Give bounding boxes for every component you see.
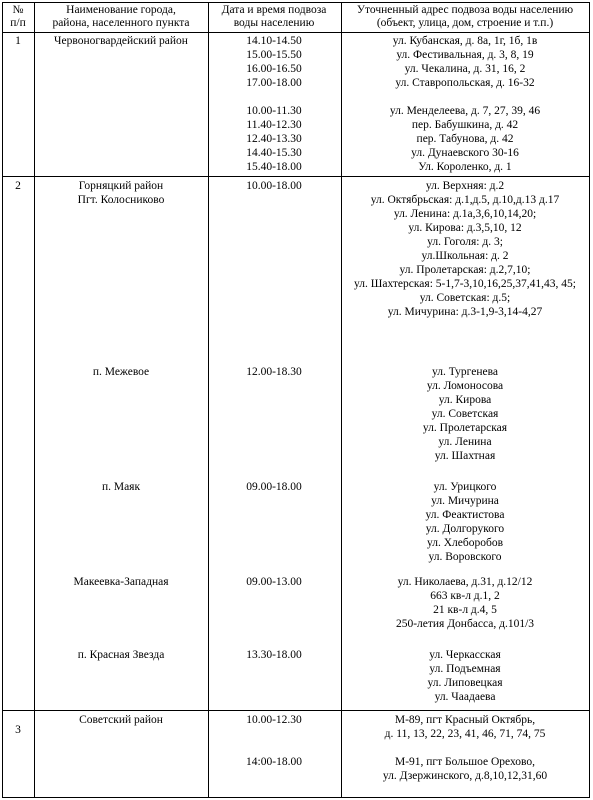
- delivery-address: ул. Менделеева, д. 7, 27, 39, 46: [389, 105, 541, 117]
- locality-name: Червоногвардейский район: [54, 35, 188, 47]
- delivery-time: 12.40-13.30: [246, 133, 302, 145]
- delivery-address: ул. Ленина: [438, 436, 492, 448]
- col-border: [341, 2, 342, 797]
- locality-name: Горняцкий район: [78, 180, 164, 192]
- locality-name: Советский район: [79, 714, 163, 726]
- delivery-time: 14.10-14.50: [246, 35, 302, 47]
- header-num-2: п/п: [10, 17, 26, 29]
- header-time-2: воды населению: [233, 17, 315, 29]
- delivery-address: ул. Мичурина: [431, 495, 499, 507]
- delivery-address: ул. Черкасская: [429, 649, 501, 661]
- delivery-address: ул. Фестивальная, д. 3, 8, 19: [396, 49, 534, 61]
- delivery-time: 09.00-18.00: [246, 481, 302, 493]
- delivery-address: ул. Феактистова: [425, 509, 505, 521]
- delivery-time: 10.00-12.30: [246, 714, 302, 726]
- delivery-address: ул. Дунаевского 30-16: [411, 147, 519, 159]
- delivery-address: ул. Ломоносова: [426, 380, 504, 392]
- delivery-address: ул. Липовецкая: [427, 677, 503, 689]
- delivery-address: ул. Шахтерская: 5-1,7-3,10,16,25,37,41,43, 45;: [354, 278, 576, 290]
- delivery-address: ул. Долгорукого: [425, 523, 505, 535]
- delivery-address: ул. Ставропольская, д. 16-32: [395, 77, 535, 89]
- locality-name: п. Маяк: [101, 481, 141, 493]
- delivery-address: ул. Октябрьская: д.1,д.5, д.10,д.13 д.17: [370, 194, 560, 206]
- header-addr-1: Уточненный адрес подвоза воды населению: [356, 4, 574, 16]
- delivery-address: Ул. Короленко, д. 1: [418, 161, 512, 173]
- delivery-address: ул. Хлеборобов: [426, 537, 504, 549]
- delivery-address: ул. Чаадаева: [434, 691, 496, 703]
- delivery-address: ул.Школьная: д. 2: [421, 250, 509, 262]
- delivery-address: ул. Пролетарская: д.2,7,10;: [399, 264, 531, 276]
- delivery-address: ул. Дзержинского, д.8,10,12,31,60: [382, 770, 548, 782]
- delivery-address: ул. Кубанская, д. 8а, 1г, 1б, 1в: [392, 35, 538, 47]
- delivery-address: пер. Бабушкина, д. 42: [411, 119, 519, 131]
- delivery-address: ул. Советская: д.5;: [419, 292, 511, 304]
- delivery-time: 14.40-15.30: [246, 147, 302, 159]
- delivery-address: ул. Советская: [431, 408, 499, 420]
- delivery-address: ул. Кирова: д.3,5,10, 12: [408, 222, 522, 234]
- delivery-address: ул. Николаева, д.31, д.12/12: [397, 576, 533, 588]
- header-name-2: района, населенного пункта: [52, 17, 190, 29]
- header-addr-2: (объект, улица, дом, строение и т.п.): [376, 17, 554, 29]
- locality-name: Пгт. Колосниково: [77, 194, 165, 206]
- delivery-address: ул. Урицкого: [433, 481, 497, 493]
- delivery-address: ул. Ленина: д.1а,3,6,10,14,20;: [393, 208, 537, 220]
- delivery-time: 17.00-18.00: [246, 77, 302, 89]
- row-border: [2, 32, 589, 33]
- delivery-time: 12.00-18.30: [246, 366, 302, 378]
- row-number: 2: [15, 180, 21, 192]
- delivery-address: ул. Шахтная: [434, 450, 496, 462]
- header-name-1: Наименование города,: [66, 4, 176, 16]
- delivery-address: М-89, пгт Красный Октябрь,: [394, 714, 536, 726]
- delivery-address: пер. Табунова, д. 42: [416, 133, 514, 145]
- delivery-address: ул. Воровского: [428, 551, 502, 563]
- delivery-time: 09.00-13.00: [246, 576, 302, 588]
- delivery-address: ул. Мичурина: д.3-1,9-3,14-4,27: [387, 306, 543, 318]
- delivery-address: ул. Кирова: [438, 394, 492, 406]
- row-number: 1: [15, 35, 21, 47]
- water-delivery-table: [2, 2, 590, 798]
- row-border: [2, 176, 589, 177]
- locality-name: п. Межевое: [92, 366, 150, 378]
- locality-name: Макеевка-Западная: [73, 576, 169, 588]
- delivery-time: 16.00-16.50: [246, 63, 302, 75]
- delivery-address: М-91, пгт Большое Орехово,: [394, 756, 536, 768]
- delivery-address: ул. Верхняя: д.2: [425, 180, 505, 192]
- delivery-address: 250-летия Донбасса, д.101/3: [395, 618, 535, 630]
- col-border: [2, 2, 3, 797]
- delivery-time: 15.40-18.00: [246, 161, 302, 173]
- col-border: [208, 2, 209, 797]
- locality-name: п. Красная Звезда: [77, 649, 165, 661]
- delivery-time: 14:00-18.00: [246, 756, 302, 768]
- delivery-address: ул. Пролетарская: [422, 422, 508, 434]
- delivery-time: 10.00-11.30: [246, 105, 302, 117]
- delivery-time: 13.30-18.00: [246, 649, 302, 661]
- delivery-address: д. 11, 13, 22, 23, 41, 46, 71, 74, 75: [384, 728, 546, 740]
- row-border: [2, 710, 589, 711]
- delivery-time: 11.40-12.30: [246, 119, 302, 131]
- row-border: [2, 2, 589, 3]
- header-num-1: №: [12, 4, 24, 16]
- row-number: 3: [15, 724, 21, 736]
- delivery-time: 10.00-18.00: [246, 180, 302, 192]
- delivery-address: ул. Чекалина, д. 31, 16, 2: [404, 63, 526, 75]
- delivery-time: 15.00-15.50: [246, 49, 302, 61]
- col-border: [34, 2, 35, 797]
- delivery-address: 21 кв-л д.4, 5: [433, 604, 497, 616]
- header-time-1: Дата и время подвоза: [221, 4, 327, 16]
- delivery-address: ул. Гоголя: д. 3;: [427, 236, 503, 248]
- delivery-address: ул. Подъемная: [429, 663, 501, 675]
- delivery-address: ул. Тургенева: [432, 366, 498, 378]
- delivery-address: 663 кв-л д.1, 2: [430, 590, 500, 602]
